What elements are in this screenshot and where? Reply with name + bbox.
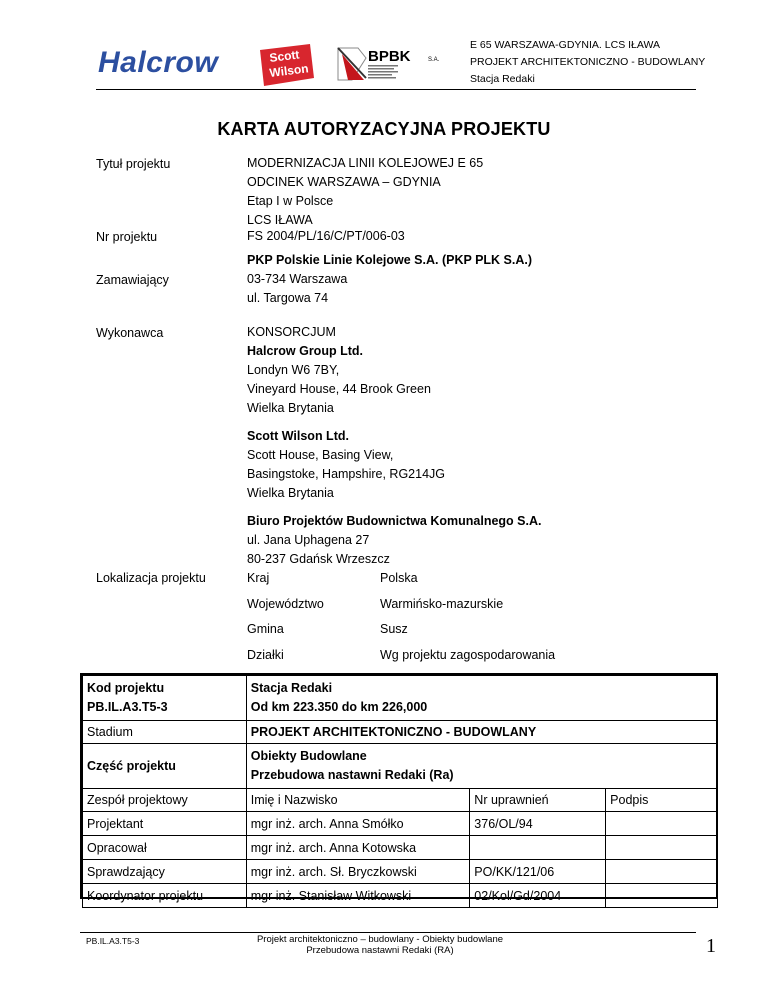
role-cell: Sprawdzający xyxy=(83,860,247,884)
lokalizacja-wojewodztwo-label: Województwo xyxy=(247,597,324,611)
lokalizacja-kraj-label: Kraj xyxy=(247,571,270,585)
zamawiajacy-name: PKP Polskie Linie Kolejowe S.A. (PKP PLK S.A.) xyxy=(247,253,533,267)
footer-code: PB.IL.A3.T5-3 xyxy=(86,936,140,946)
column-header: Nr uprawnień xyxy=(470,789,606,812)
lokalizacja-kraj-value: Polska xyxy=(380,571,418,585)
tytul-line: ODCINEK WARSZAWA – GDYNIA xyxy=(247,175,441,189)
lokalizacja-wojewodztwo-value: Warmińsko-mazurskie xyxy=(380,597,504,611)
tytul-line: LCS IŁAWA xyxy=(247,213,313,227)
wykonawca-label: Wykonawca xyxy=(96,326,164,340)
column-header: Imię i Nazwisko xyxy=(246,789,470,812)
kod-label-2: PB.IL.A3.T5-3 xyxy=(87,700,168,714)
page-title: KARTA AUTORYZACYJNA PROJEKTU xyxy=(217,119,551,139)
scott-name: Scott Wilson Ltd. xyxy=(247,429,349,443)
scott-address: Wielka Brytania xyxy=(247,486,334,500)
table-outer-border xyxy=(80,673,718,899)
bpbk-logo-suffix: S.A. xyxy=(428,57,440,63)
kod-value-1: Stacja Redaki xyxy=(250,681,333,695)
czesc-value-2: Przebudowa nastawni Redaki (Ra) xyxy=(250,768,454,782)
bpbk-logo xyxy=(336,44,456,82)
nr-label: Nr projektu xyxy=(96,230,158,244)
stadium-label: Stadium xyxy=(83,721,247,744)
name-cell: mgr inż. arch. Anna Kotowska xyxy=(246,836,470,860)
license-cell: 376/OL/94 xyxy=(470,812,606,836)
scott-logo-text-1: Scott xyxy=(268,47,301,65)
scott-logo-text-2: Wilson xyxy=(268,61,310,80)
zamawiajacy-address: ul. Targowa 74 xyxy=(247,291,329,305)
scott-address: Scott House, Basing View, xyxy=(247,448,394,462)
halcrow-logo: Halcrow xyxy=(98,46,219,79)
kod-value-2: Od km 223.350 do km 226,000 xyxy=(250,700,428,714)
halcrow-address: Wielka Brytania xyxy=(247,401,334,415)
stadium-value: PROJEKT ARCHITEKTONICZNO - BUDOWLANY xyxy=(246,721,717,744)
zamawiajacy-label: Zamawiający xyxy=(96,273,169,287)
zamawiajacy-address: 03-734 Warszawa xyxy=(247,272,348,286)
scott-wilson-logo xyxy=(256,44,316,88)
lokalizacja-gmina-value: Susz xyxy=(380,622,408,636)
halcrow-address: Londyn W6 7BY, xyxy=(247,363,340,377)
page-number: 1 xyxy=(706,935,716,957)
bpbk-logo-text: BPBK xyxy=(368,48,411,65)
konsorcjum: KONSORCJUM xyxy=(247,325,336,339)
header-line-1: E 65 WARSZAWA-GDYNIA. LCS IŁAWA xyxy=(470,39,661,51)
scott-address: Basingstoke, Hampshire, RG214JG xyxy=(247,467,446,481)
role-cell: Koordynator projektu xyxy=(83,884,247,908)
wykonawca-biuro xyxy=(247,512,541,569)
footer-line-1: Projekt architektoniczno – budowlany - Obiekty budowlane xyxy=(256,934,504,945)
header-line-2: PROJEKT ARCHITEKTONICZNO - BUDOWLANY xyxy=(470,56,706,68)
tytul-label: Tytuł projektu xyxy=(96,157,171,171)
name-cell: mgr inż. Stanisław Witkowski xyxy=(246,884,470,908)
czesc-value-1: Obiekty Budowlane xyxy=(250,749,367,763)
tytul-line: MODERNIZACJA LINII KOLEJOWEJ E 65 xyxy=(247,156,484,170)
role-cell: Projektant xyxy=(83,812,247,836)
header-divider xyxy=(96,89,696,90)
footer-description xyxy=(210,934,550,956)
column-header: Podpis xyxy=(606,789,718,812)
name-cell: mgr inż. arch. Sł. Bryczkowski xyxy=(246,860,470,884)
lokalizacja-label: Lokalizacja projektu xyxy=(96,571,206,585)
tytul-value xyxy=(247,154,483,230)
czesc-label: Część projektu xyxy=(83,744,247,789)
nr-value: FS 2004/PL/16/C/PT/006-03 xyxy=(247,229,405,243)
footer-divider xyxy=(80,932,696,933)
lokalizacja-dzialki-label: Działki xyxy=(247,648,284,662)
wykonawca-halcrow xyxy=(247,323,431,418)
footer-line-2: Przebudowa nastawni Redaki (RA) xyxy=(306,945,454,956)
kod-label-1: Kod projektu xyxy=(87,681,165,695)
column-header: Zespół projektowy xyxy=(83,789,247,812)
license-cell: 02/Kol/Gd/2004 xyxy=(470,884,606,908)
header-text xyxy=(470,37,705,88)
lokalizacja-dzialki-value: Wg projektu zagospodarowania xyxy=(380,648,556,662)
lokalizacja-gmina-label: Gmina xyxy=(247,622,284,636)
biuro-address: 80-237 Gdańsk Wrzeszcz xyxy=(247,552,390,566)
name-cell: mgr inż. arch. Anna Smółko xyxy=(246,812,470,836)
halcrow-name: Halcrow Group Ltd. xyxy=(247,344,363,358)
wykonawca-scott xyxy=(247,427,445,503)
role-cell: Opracował xyxy=(83,836,247,860)
biuro-address: ul. Jana Uphagena 27 xyxy=(247,533,370,547)
license-cell: PO/KK/121/06 xyxy=(470,860,606,884)
zamawiajacy-value xyxy=(247,251,532,308)
halcrow-address: Vineyard House, 44 Brook Green xyxy=(247,382,431,396)
tytul-line: Etap I w Polsce xyxy=(247,194,334,208)
biuro-name: Biuro Projektów Budownictwa Komunalnego S.A. xyxy=(247,514,542,528)
header-line-3: Stacja Redaki xyxy=(470,73,535,85)
